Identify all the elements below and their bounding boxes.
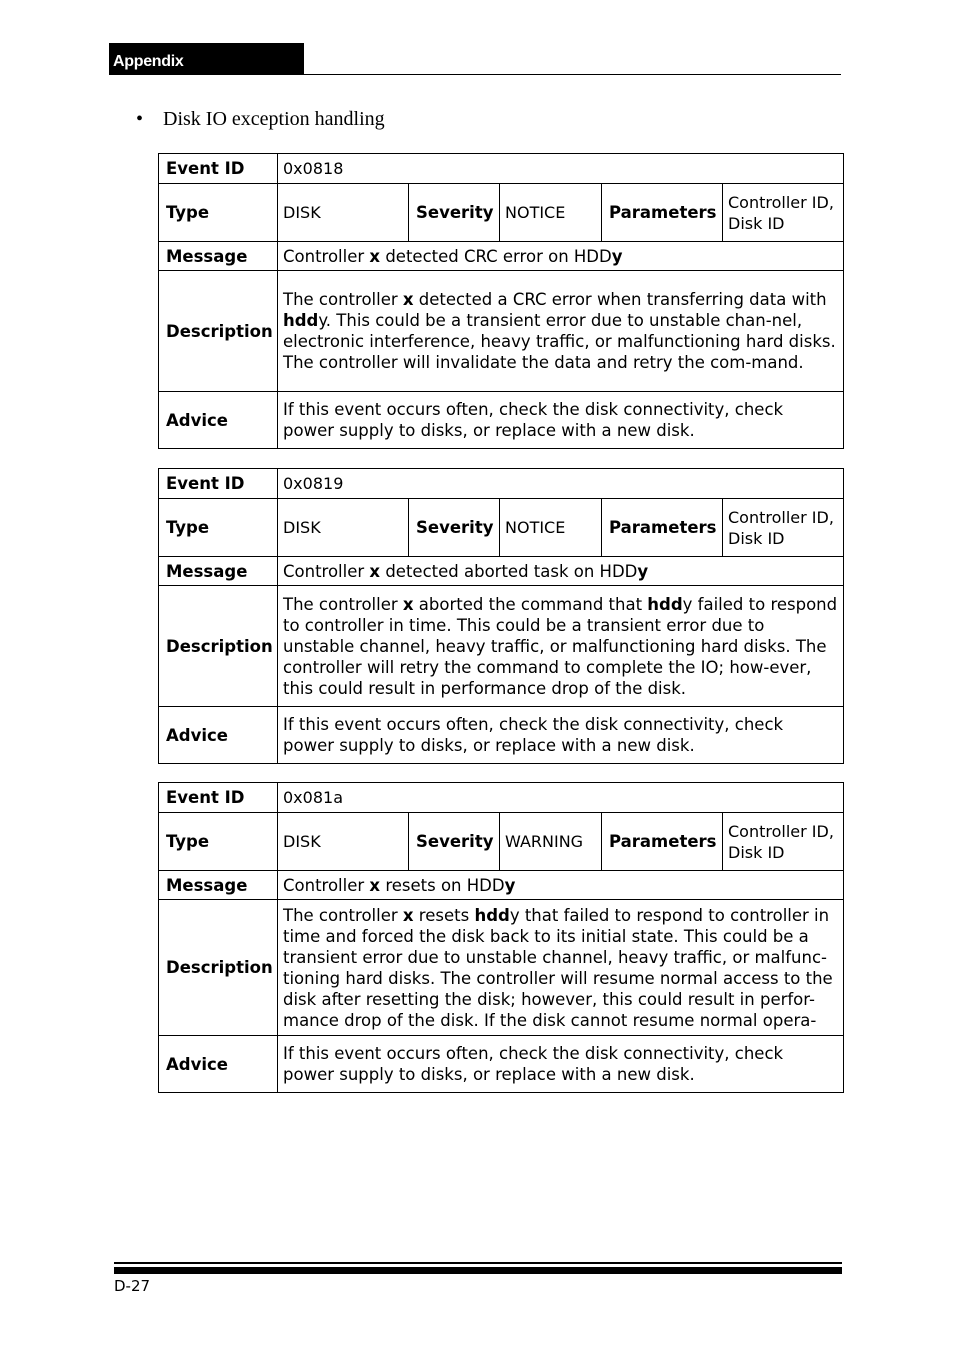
advice-value: If this event occurs often, check the disk connectivity, check power supply to disks, or replace with a new disk. (278, 392, 844, 449)
section-bullet (136, 108, 385, 131)
message-label: Message (159, 242, 278, 271)
advice-value: If this event occurs often, check the disk connectivity, check power supply to disks, or replace with a new disk. (278, 707, 844, 764)
message-value: Controller x detected CRC error on HDDy (278, 242, 844, 271)
severity-label: Severity (409, 813, 500, 871)
footer-rule-thin (114, 1262, 842, 1264)
parameters-value: Controller ID, Disk ID (723, 813, 844, 871)
event-id-value: 0x0819 (278, 469, 844, 499)
message-label: Message (159, 557, 278, 586)
event-id-label: Event ID (159, 783, 278, 813)
footer-rule-thick (114, 1267, 842, 1274)
event-id-label: Event ID (159, 154, 278, 184)
parameters-value: Controller ID, Disk ID (723, 184, 844, 242)
severity-value: WARNING (500, 813, 602, 871)
parameters-label: Parameters (602, 813, 723, 871)
parameters-value: Controller ID, Disk ID (723, 499, 844, 557)
severity-value: NOTICE (500, 184, 602, 242)
bullet-icon: • (136, 108, 144, 130)
message-label: Message (159, 871, 278, 900)
parameters-label: Parameters (602, 499, 723, 557)
section-title: Appendix (113, 53, 184, 70)
description-value: The controller x resets hddy that failed to respond to controller in time and forced the disk back to its initial state. This could be a transient error due to unstable channel, heavy traffic, or malfunc-tioning hard disks. The controller will resume normal access to the disk after resetting the disk; however, this could result in perfor-mance drop of the disk. If the disk cannot resume normal opera- (278, 900, 844, 1036)
advice-label: Advice (159, 392, 278, 449)
event-table-0x081a (158, 782, 844, 1093)
advice-label: Advice (159, 707, 278, 764)
section-header-tab (109, 43, 304, 75)
type-value: DISK (278, 184, 409, 242)
event-table-0x0819 (158, 468, 844, 764)
description-label: Description (159, 586, 278, 707)
description-label: Description (159, 900, 278, 1036)
page-number: D-27 (114, 1277, 151, 1295)
severity-label: Severity (409, 184, 500, 242)
advice-label: Advice (159, 1036, 278, 1093)
event-id-value: 0x0818 (278, 154, 844, 184)
description-value: The controller x detected a CRC error when transferring data with hddy. This could be a transient error due to unstable chan-nel, electronic interference, heavy traffic, or malfunctioning hard disks. The controller will invalidate the data and retry the com-mand. (278, 271, 844, 392)
severity-value: NOTICE (500, 499, 602, 557)
type-value: DISK (278, 499, 409, 557)
description-value: The controller x aborted the command that hddy failed to respond to controller in time. This could be a transient error due to unstable channel, heavy traffic, or malfunctioning hard disks. The controller will retry the command to complete the IO; how-ever, this could result in performance drop of the disk. (278, 586, 844, 707)
advice-value: If this event occurs often, check the disk connectivity, check power supply to disks, or replace with a new disk. (278, 1036, 844, 1093)
type-label: Type (159, 499, 278, 557)
header-rule (109, 74, 841, 75)
event-table-0x0818 (158, 153, 844, 449)
severity-label: Severity (409, 499, 500, 557)
message-value: Controller x resets on HDDy (278, 871, 844, 900)
message-value: Controller x detected aborted task on HDDy (278, 557, 844, 586)
type-label: Type (159, 184, 278, 242)
event-id-value: 0x081a (278, 783, 844, 813)
type-value: DISK (278, 813, 409, 871)
bullet-text: Disk IO exception handling (163, 108, 385, 130)
event-id-label: Event ID (159, 469, 278, 499)
type-label: Type (159, 813, 278, 871)
parameters-label: Parameters (602, 184, 723, 242)
description-label: Description (159, 271, 278, 392)
